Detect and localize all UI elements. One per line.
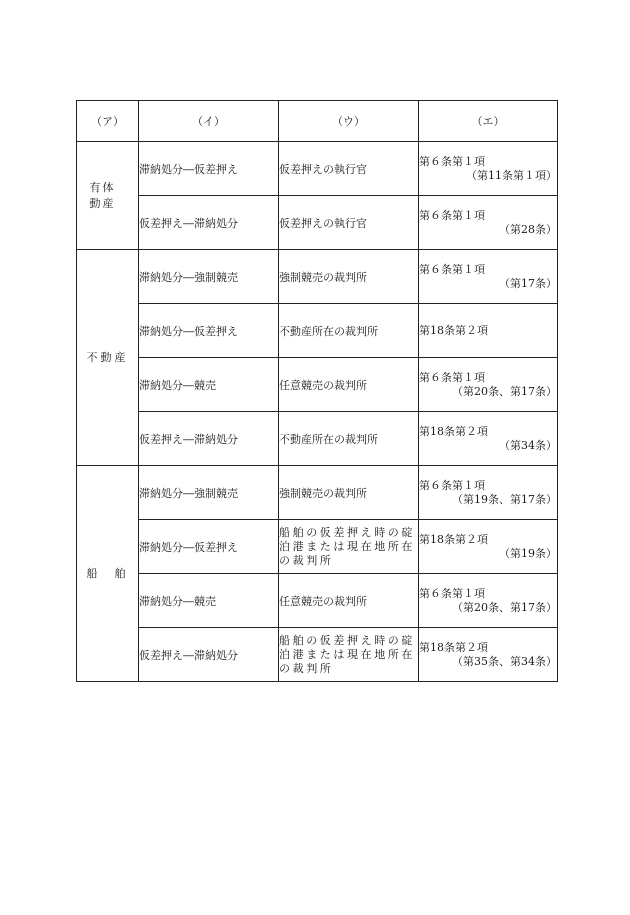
header-row (77, 101, 558, 142)
category-label: 不動産 (86, 350, 129, 364)
article-note: （第20条、第17条） (452, 600, 557, 614)
article-cell (419, 304, 558, 358)
authority-cell: 任意競売の裁判所 (279, 574, 419, 628)
header-e: （エ） (419, 101, 558, 142)
category-label: 船 舶 (86, 566, 129, 580)
procedure-cell: 滞納処分―強制競売 (139, 466, 279, 520)
authority-cell: 強制競売の裁判所 (279, 250, 419, 304)
article-text: 第18条第２項 (419, 323, 488, 337)
article-text: 第６条第１項 (419, 478, 485, 492)
procedure-cell: 仮差押え―滞納処分 (139, 412, 279, 466)
category-cell (77, 250, 139, 466)
article-text: 第６条第１項 (419, 262, 485, 276)
article-text: 第18条第２項 (419, 424, 488, 438)
article-cell (419, 628, 558, 682)
header-i: （イ） (139, 101, 279, 142)
procedure-cell: 滞納処分―仮差押え (139, 142, 279, 196)
table-row (77, 466, 558, 520)
article-note: （第28条） (499, 222, 557, 236)
article-cell (419, 412, 558, 466)
article-note: （第34条） (499, 438, 557, 452)
table-row (77, 520, 558, 574)
table-row (77, 358, 558, 412)
authority-cell: 仮差押えの執行官 (279, 196, 419, 250)
authority-cell: 任意競売の裁判所 (279, 358, 419, 412)
procedure-table (76, 100, 558, 682)
article-note: （第19条、第17条） (452, 492, 557, 506)
category-label: 有体動産 (89, 180, 116, 210)
article-cell (419, 142, 558, 196)
article-note: （第35条、第34条） (452, 654, 557, 668)
article-note: （第17条） (499, 276, 557, 290)
article-cell (419, 574, 558, 628)
procedure-cell: 仮差押え―滞納処分 (139, 628, 279, 682)
table-row (77, 196, 558, 250)
procedure-cell: 仮差押え―滞納処分 (139, 196, 279, 250)
authority-cell: 仮差押えの執行官 (279, 142, 419, 196)
article-note: （第20条、第17条） (452, 384, 557, 398)
category-cell (77, 142, 139, 250)
authority-text: 船舶の仮差押え時の碇泊港または現在地所在の裁判所 (279, 633, 415, 675)
header-u: （ウ） (279, 101, 419, 142)
article-text: 第６条第１項 (419, 586, 485, 600)
article-text: 第６条第１項 (419, 370, 485, 384)
table-row (77, 250, 558, 304)
authority-cell: 強制競売の裁判所 (279, 466, 419, 520)
article-note: （第19条） (499, 546, 557, 560)
procedure-cell: 滞納処分―仮差押え (139, 304, 279, 358)
table-row (77, 628, 558, 682)
article-text: 第６条第１項 (419, 154, 485, 168)
table-row (77, 142, 558, 196)
header-a: （ア） (77, 101, 139, 142)
authority-cell: 不動産所在の裁判所 (279, 412, 419, 466)
article-text: 第18条第２項 (419, 640, 488, 654)
table-row (77, 304, 558, 358)
article-note: （第11条第１項） (466, 168, 557, 182)
category-cell (77, 466, 139, 682)
article-cell (419, 250, 558, 304)
article-text: 第６条第１項 (419, 208, 485, 222)
procedure-cell: 滞納処分―競売 (139, 358, 279, 412)
article-cell (419, 520, 558, 574)
article-cell (419, 358, 558, 412)
procedure-cell: 滞納処分―強制競売 (139, 250, 279, 304)
authority-cell (279, 520, 419, 574)
article-cell (419, 196, 558, 250)
authority-cell (279, 628, 419, 682)
procedure-cell: 滞納処分―競売 (139, 574, 279, 628)
article-cell (419, 466, 558, 520)
table-row (77, 412, 558, 466)
table-row (77, 574, 558, 628)
procedure-cell: 滞納処分―仮差押え (139, 520, 279, 574)
article-text: 第18条第２項 (419, 532, 488, 546)
authority-text: 船舶の仮差押え時の碇泊港または現在地所在の裁判所 (279, 525, 415, 567)
authority-cell: 不動産所在の裁判所 (279, 304, 419, 358)
